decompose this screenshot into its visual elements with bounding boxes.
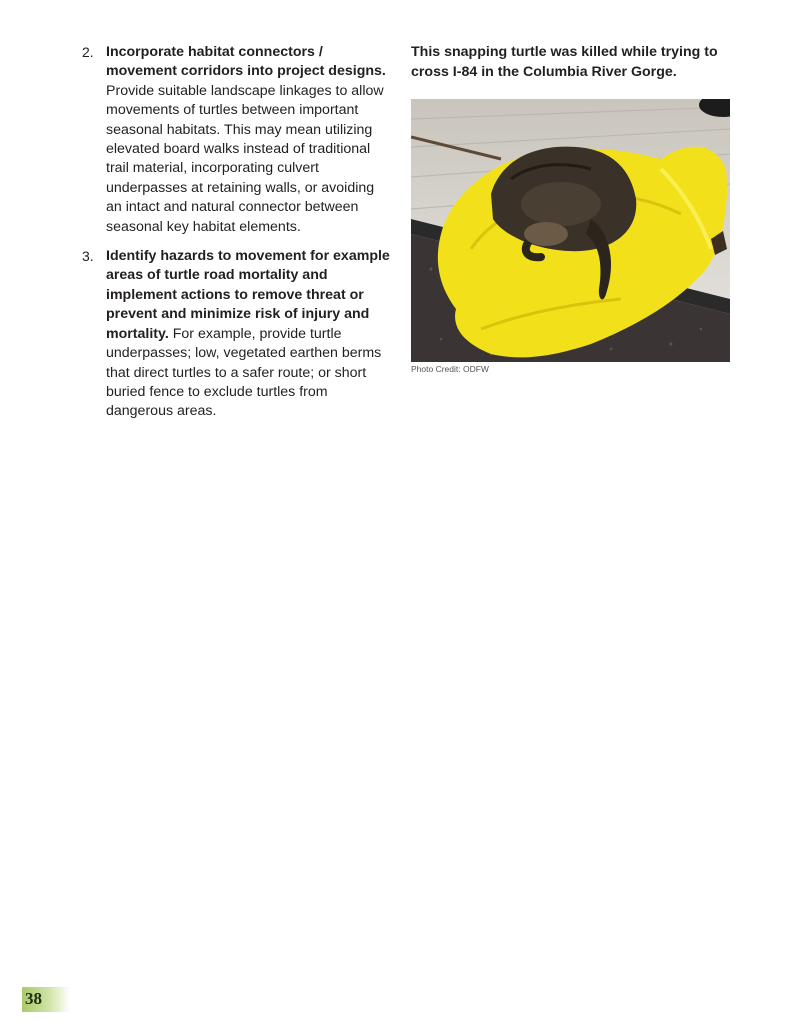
list-item-lead: Identify hazards to movement for example areas of turtle road mortality and implement actions to remove threat or prevent and minimize risk of injury and mortality. bbox=[106, 248, 390, 342]
list-item-2 bbox=[78, 43, 390, 237]
photo-credit: Photo Credit: ODFW bbox=[411, 364, 489, 374]
list-number: 3. bbox=[82, 248, 94, 265]
numbered-list bbox=[78, 43, 390, 432]
list-item-body: For example, provide turtle underpasses; low, vegetated earthen berms that direct turtles to a safer route; or short buried fence to exclude turtles from dangerous areas. bbox=[106, 325, 382, 420]
list-item-body: Provide suitable landscape linkages to allow movements of turtles between important seasonal habitats. This may mean utilizing elevated board walks instead of traditional trail material, incorporating culvert underpasses at retaining walls, or avoiding an intact and natural connector between seasonal key habitat elements. bbox=[106, 82, 384, 235]
list-item-lead: Incorporate habitat connectors / movement corridors into project designs. bbox=[106, 44, 386, 80]
page-number-badge bbox=[22, 987, 70, 1012]
list-number: 2. bbox=[82, 44, 94, 60]
list-item-3 bbox=[78, 247, 390, 422]
photo-caption: This snapping turtle was killed while trying to cross I-84 in the Columbia River Gorge. bbox=[411, 44, 718, 80]
page-number: 38 bbox=[25, 989, 42, 1008]
photo-caption-block bbox=[411, 43, 731, 82]
turtle-photo-illustration bbox=[411, 99, 730, 362]
turtle-photo bbox=[411, 99, 730, 362]
